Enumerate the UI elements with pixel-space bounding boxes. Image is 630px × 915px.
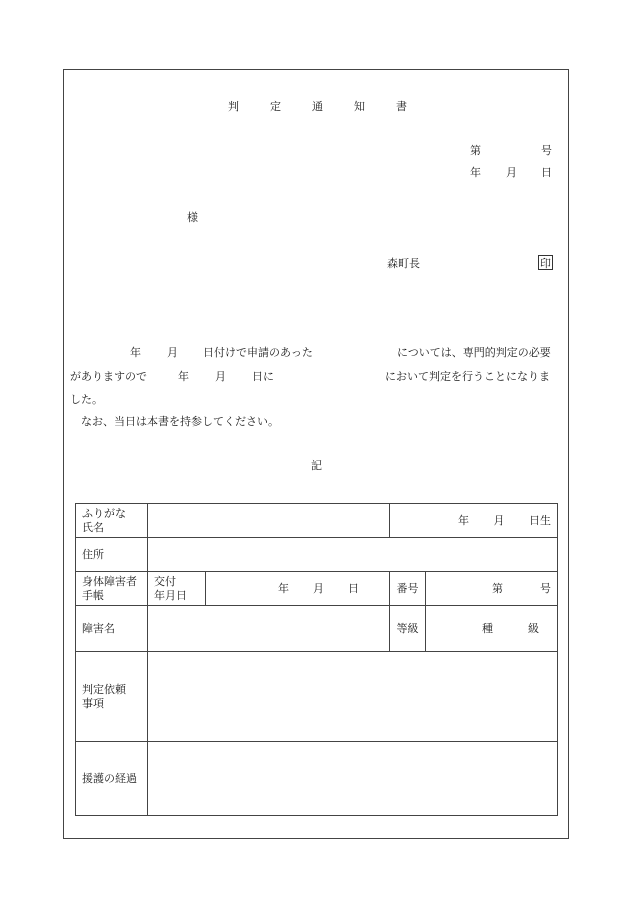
grade-field-prefix: 種	[482, 621, 493, 635]
table-row	[76, 572, 558, 606]
furigana-text: ふりがな	[82, 506, 126, 520]
birth-year: 年	[458, 513, 469, 527]
name-field[interactable]	[148, 504, 390, 538]
body-word: 年	[130, 346, 141, 359]
birth-month: 月	[493, 513, 505, 527]
number-label: 番号	[390, 572, 426, 606]
sender-name: 森町長	[387, 257, 420, 270]
grade-label: 等級	[390, 606, 426, 652]
birth-day: 日生	[529, 513, 551, 527]
number-prefix: 第	[470, 144, 481, 157]
body-word: において判定を行うことになりま	[385, 370, 550, 383]
handbook-label-line1: 身体障害者	[82, 574, 137, 588]
body-word: 月	[215, 370, 226, 383]
handbook-label	[76, 572, 148, 606]
history-label: 援護の経過	[76, 742, 148, 816]
date-day: 日	[541, 166, 552, 179]
title-char: 定	[270, 100, 281, 113]
disability-label: 障害名	[76, 606, 148, 652]
request-label-line2: 事項	[82, 696, 104, 710]
name-label-cell	[76, 504, 148, 538]
body-word: 日付けで申請のあった	[203, 346, 313, 359]
title-char: 通	[312, 100, 323, 113]
date-month: 月	[506, 166, 517, 179]
issue-date-field[interactable]	[206, 572, 390, 606]
name-text: 氏名	[82, 520, 104, 534]
disability-field[interactable]	[148, 606, 390, 652]
issue-day: 日	[348, 581, 359, 595]
table-row	[76, 504, 558, 538]
body-word: 月	[167, 346, 178, 359]
request-label	[76, 652, 148, 742]
table-row	[76, 606, 558, 652]
issue-label-line2: 年月日	[154, 588, 187, 602]
body-word: 日に	[252, 370, 274, 383]
body-word: については、専門的判定の必要	[397, 346, 551, 359]
issue-label-line1: 交付	[154, 574, 176, 588]
issue-date-label	[148, 572, 206, 606]
address-field[interactable]	[148, 538, 558, 572]
info-table	[75, 503, 558, 816]
table-row	[76, 652, 558, 742]
body-word: がありますので	[70, 370, 147, 383]
furigana-label	[76, 507, 147, 521]
body-line: した。	[70, 393, 103, 406]
birthdate-field[interactable]	[390, 504, 558, 538]
body-word: 年	[178, 370, 189, 383]
number-field[interactable]	[426, 572, 558, 606]
grade-field[interactable]	[426, 606, 558, 652]
recipient-suffix: 様	[187, 211, 198, 224]
request-label-line1: 判定依頼	[82, 682, 126, 696]
title-char: 判	[228, 100, 239, 113]
number-field-prefix: 第	[492, 581, 503, 595]
grade-field-suffix: 級	[528, 621, 539, 635]
body-line: なお、当日は本書を持参してください。	[81, 415, 279, 428]
date-year: 年	[470, 166, 481, 179]
address-label: 住所	[76, 538, 148, 572]
history-field[interactable]	[148, 742, 558, 816]
number-suffix: 号	[541, 144, 552, 157]
issue-year: 年	[278, 581, 289, 595]
number-field-suffix: 号	[540, 581, 551, 595]
ki-heading: 記	[311, 459, 322, 472]
seal-stamp: 印	[540, 257, 551, 270]
table-row	[76, 538, 558, 572]
title-char: 知	[354, 100, 365, 113]
title-char: 書	[396, 100, 407, 113]
issue-month: 月	[313, 581, 324, 595]
name-label	[76, 521, 147, 535]
handbook-label-line2: 手帳	[82, 588, 104, 602]
table-row	[76, 742, 558, 816]
request-field[interactable]	[148, 652, 558, 742]
